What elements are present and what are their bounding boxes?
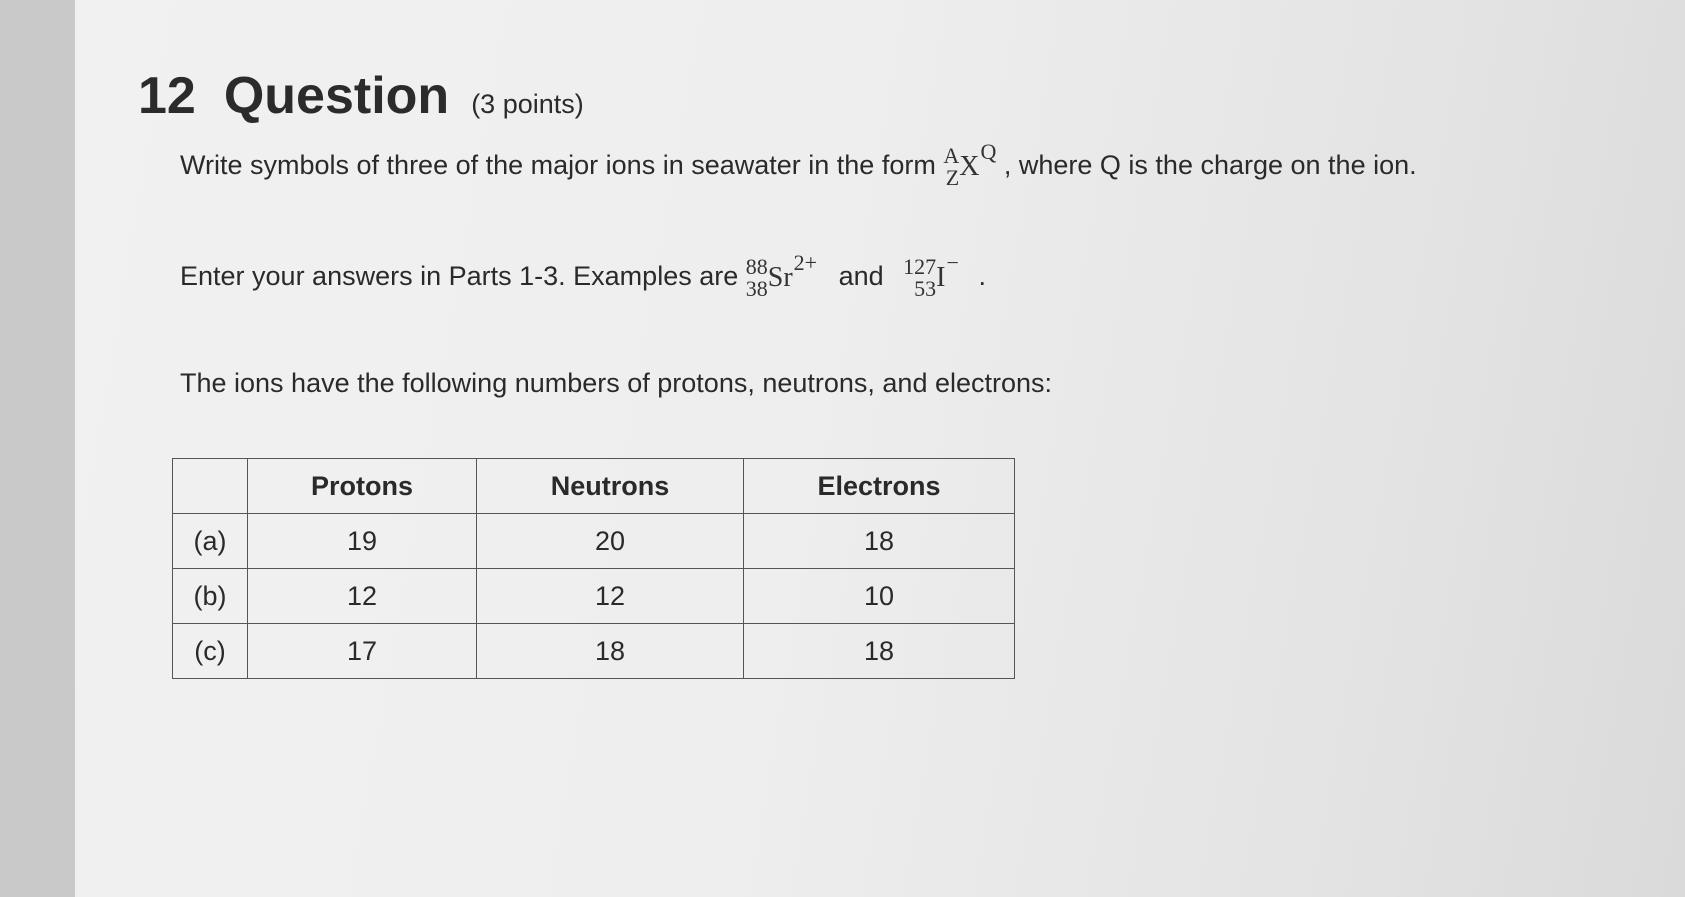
mass-number: 127 [903,254,937,279]
neutrons-cell: 18 [477,624,744,679]
instruction-line-3: The ions have the following numbers of protons, neutrons, and electrons: [180,368,1053,398]
protons-cell: 12 [248,569,477,624]
ion-charge: Q [980,139,997,165]
instruction-text: Write symbols of three of the major ions in seawater in the form [180,150,936,181]
table-row [173,624,1015,679]
ion-particle-table [172,458,1015,679]
example-isotope-iodine [903,250,959,301]
electrons-cell: 10 [744,569,1015,624]
mass-number: A [943,143,960,168]
electrons-cell: 18 [744,624,1015,679]
row-label: (c) [173,624,248,679]
instruction-line-2 [180,250,986,301]
element-symbol: I [936,262,946,293]
ion-charge: − [946,250,959,276]
instruction-text: and [838,261,884,292]
table-row [173,514,1015,569]
mass-number: 88 [745,254,768,279]
row-label: (a) [173,514,248,569]
protons-cell: 17 [248,624,477,679]
table-header-cell [173,459,248,514]
neutrons-cell: 20 [477,514,744,569]
table-header-protons: Protons [248,459,477,514]
instruction-text: Enter your answers in Parts 1-3. Examples are [180,261,739,292]
table-header-row [173,459,1015,514]
electrons-cell: 18 [744,514,1015,569]
isotope-form-symbol [943,139,997,190]
neutrons-cell: 12 [477,569,744,624]
protons-cell: 19 [248,514,477,569]
element-symbol: X [959,151,980,182]
example-isotope-strontium [745,250,818,301]
table-header-electrons: Electrons [744,459,1015,514]
question-points: (3 points) [471,89,584,119]
table-row [173,569,1015,624]
instruction-text: . [978,261,986,292]
screen-photo-background [75,0,1685,897]
ion-charge: 2+ [793,250,818,276]
element-symbol: Sr [767,262,793,293]
row-label: (b) [173,569,248,624]
question-title: Question [223,67,450,125]
question-number: 12 [138,67,196,125]
instruction-text: , where Q is the charge on the ion. [1003,150,1417,181]
atomic-number: 38 [745,276,768,301]
atomic-number: Z [945,165,960,190]
table-header-neutrons: Neutrons [477,459,744,514]
atomic-number: 53 [914,276,937,301]
question-header [138,66,584,126]
instruction-line-1 [180,139,1417,190]
